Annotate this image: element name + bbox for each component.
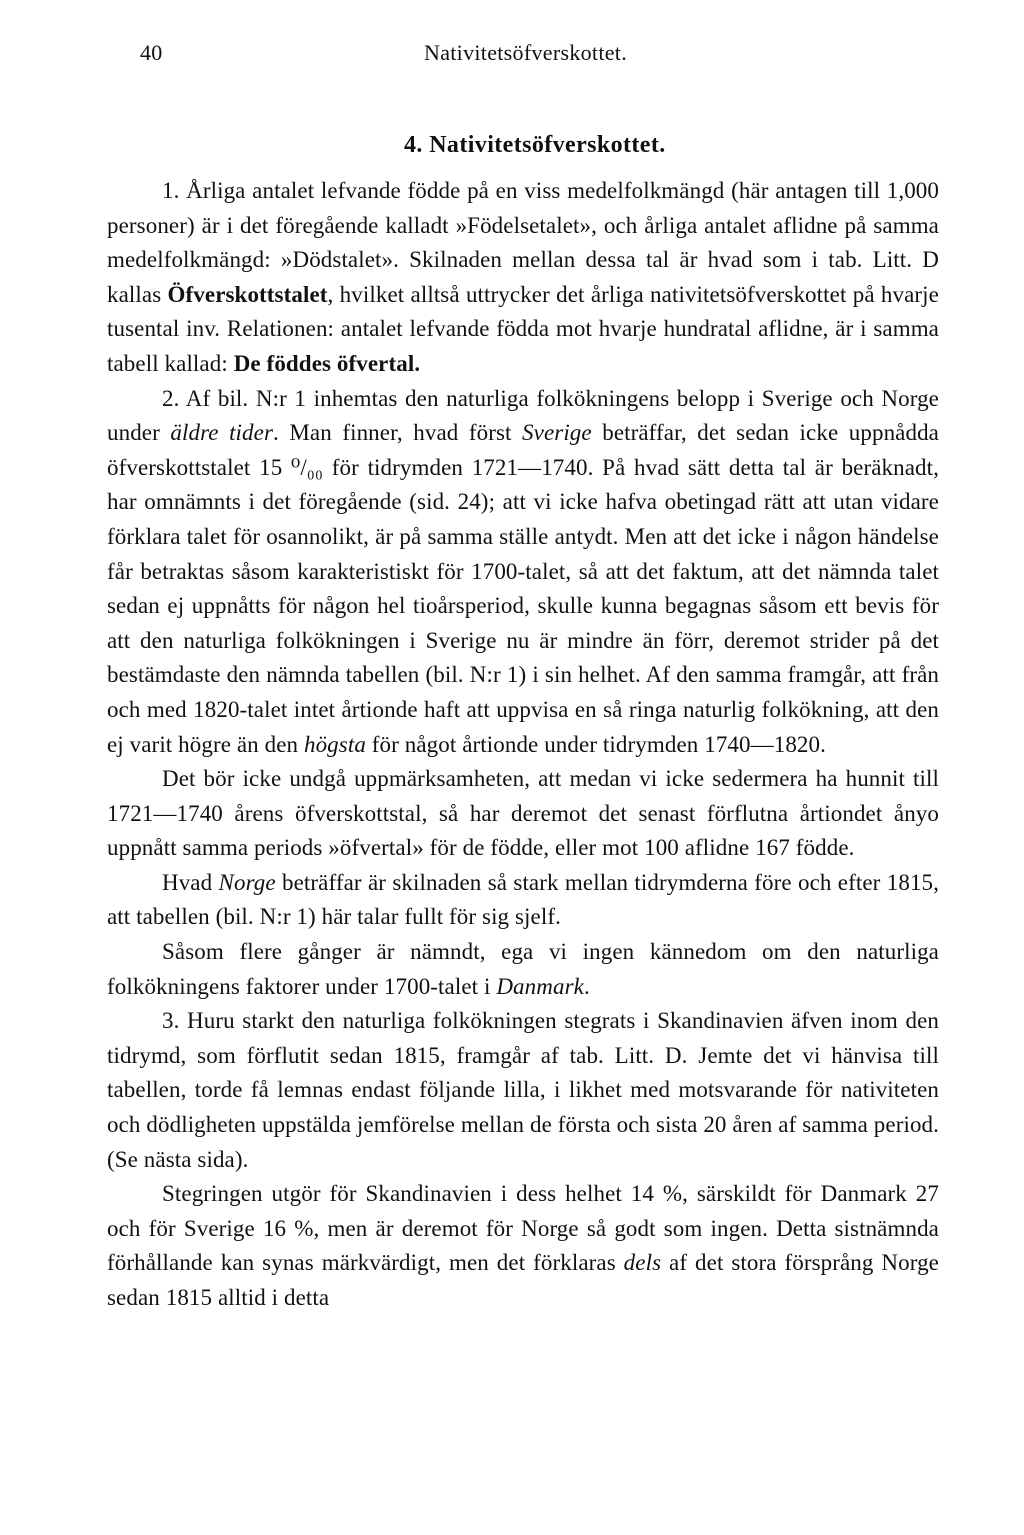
- text-span: beträffar är skilnaden så stark mellan tidrymderna före och efter 1815, att tabellen (bil. N:r 1) här talar fullt för sig sjelf.: [107, 869, 939, 930]
- text-span: för något årtionde under tidrymden 1740—1820.: [365, 731, 826, 757]
- emphasis: Norge: [218, 869, 276, 895]
- text-span: .: [583, 973, 590, 999]
- paragraph-4: [107, 866, 939, 935]
- text-span: beträffar, det sedan icke uppnådda öfverskottstalet 15 ⁰/₀₀ för tidrymden 1721—1740. På hvad sätt detta tal är beräknadt, har omnämnts i det föregående (sid. 24); att vi icke hafva obetingad rätt att utan vidare förklara talet för osannolikt, är på samma ställe antydt. Men att det icke i någon händelse får betraktas såsom karakteristiskt för 1700-talet, så att det faktum, att det nämnda talet sedan ej uppnåtts för någon hel tioårsperiod, skulle kunna begagnas såsom ett bevis för att den naturliga folkökningen i Sverige nu är mindre än förr, deremot strider på det bestämdaste den nämnda tabellen (bil. N:r 1) i sin helhet. Af den samma framgår, att från och med 1820-talet intet årtionde haft att uppvisa en så ringa naturlig folkökning, att den ej varit högre än den: [107, 420, 939, 757]
- text-span: Hvad: [162, 869, 219, 895]
- text-span: Det bör icke undgå uppmärksamheten, att medan vi icke sedermera ha hunnit till 1721—1740 årens öfverskottstal, så har deremot det senast förflutna årtiondet ånyo uppnått samma periods »öfvertal» för de födde, eller mot 100 aflidne 167 födde.: [107, 766, 939, 861]
- paragraph-5: [107, 935, 939, 1004]
- text-span: 2. Af bil. N:r 1 inhemtas den naturliga folkökningens belopp i Sverige och Norge under: [107, 385, 939, 446]
- text-span: Stegringen utgör för Skandinavien i dess helhet 14 %, särskildt för Danmark 27 och för Sverige 16 %, men är deremot för Norge så godt som ingen. Detta sistnämnda förhållande kan synas märkvärdigt, men det förklaras: [107, 1181, 939, 1276]
- section-heading: 4. Nativitetsöfverskottet.: [404, 132, 666, 158]
- emphasis: högsta: [303, 731, 366, 757]
- term-bold: Öfverskottstalet: [167, 281, 328, 307]
- body-text: [107, 174, 939, 1316]
- paragraph-7: [107, 1177, 939, 1315]
- paragraph-2: [107, 382, 939, 763]
- running-title: Nativitetsöfverskottet.: [424, 40, 628, 65]
- paragraph-3: [107, 762, 939, 866]
- emphasis: äldre tider: [170, 420, 274, 446]
- text-span: , hvilket alltså uttrycker det årliga nativitetsöfverskottet på hvarje tusental inv. Relationen: antalet lefvande födda mot hvarje hundratal aflidne, är i samma tabell kallad:: [107, 281, 939, 376]
- text-span: 1. Årliga antalet lefvande födde på en viss medelfolkmängd (här antagen till 1,000 personer) är i det föregående kalladt »Födelsetalet», och årliga antalet aflidne på samma medelfolkmängd: »Dödstalet». Skilnaden mellan dessa tal är hvad som i tab. Litt. D kallas: [107, 178, 939, 307]
- emphasis: dels: [623, 1250, 662, 1276]
- text-span: Såsom flere gånger är nämndt, ega vi ingen kännedom om den naturliga folkökningens faktorer under 1700-talet i: [107, 939, 939, 999]
- paragraph-1: [107, 174, 939, 382]
- text-span: af det stora försprång Norge sedan 1815 alltid i detta: [107, 1250, 939, 1310]
- emphasis: Sverige: [522, 420, 592, 446]
- text-span: . Man finner, hvad först: [273, 420, 523, 446]
- paragraph-6: [107, 1004, 939, 1177]
- text-span: 3. Huru starkt den naturliga folkökningen stegrats i Skandinavien äfven inom den tidrymd, som förflutit sedan 1815, framgår af tab. Litt. D. Jemte det vi hänvisa till tabellen, torde få lemnas endast följande lilla, i likhet med motsvarande för nativiteten och dödligheten uppstälda jemförelse mellan de första och sista 20 åren af samma period. (Se nästa sida).: [107, 1008, 939, 1172]
- emphasis: Danmark: [496, 973, 584, 999]
- term-bold: De föddes öfvertal.: [233, 350, 421, 376]
- page-number: 40: [140, 40, 163, 65]
- page-header: [140, 40, 940, 74]
